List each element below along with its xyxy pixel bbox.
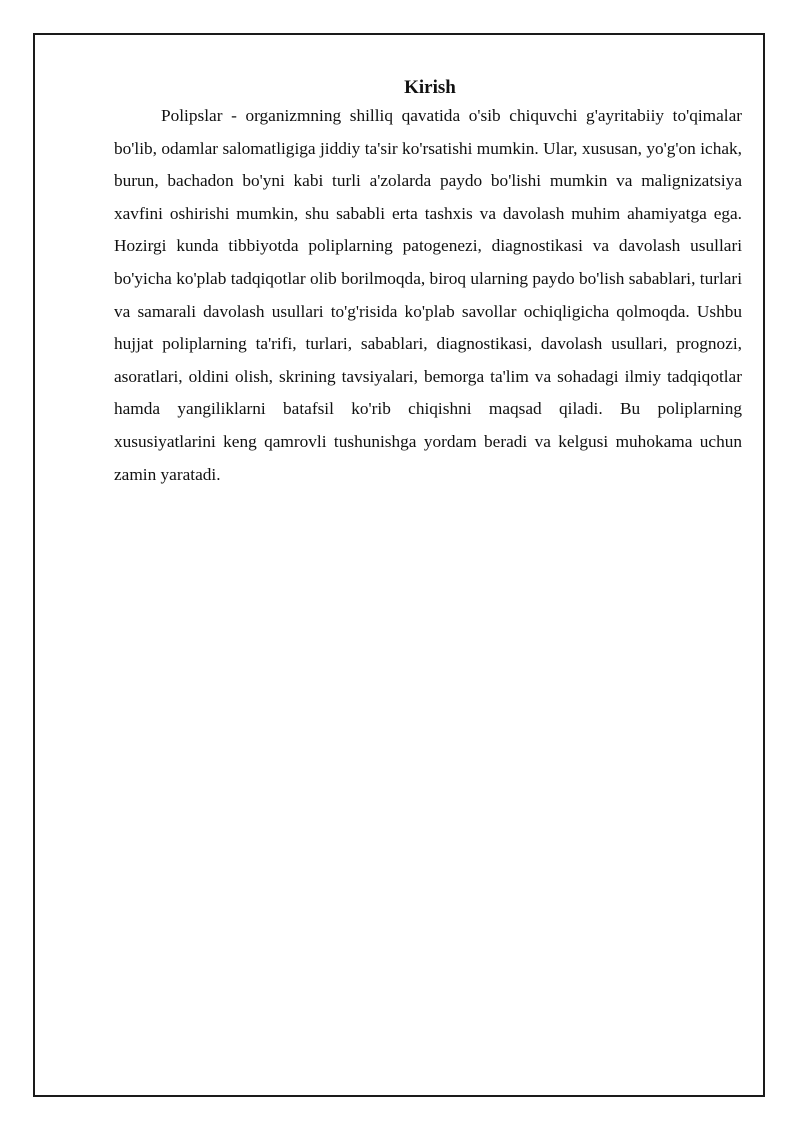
document-content (114, 76, 742, 491)
intro-paragraph: Polipslar - organizmning shilliq qavatida o'sib chiquvchi g'ayritabiiy to'qimalar bo'lib, odamlar salomatligiga jiddiy ta'sir ko'rsatishi mumkin. Ular, xususan, yo'g'on ichak, burun, bachadon bo'yni kabi turli a'zolarda paydo bo'lishi mumkin va malignizatsiya xavfini oshirishi mumkin, shu sababli erta tashxis va davolash muhim ahamiyatga ega. Hozirgi kunda tibbiyotda poliplarning patogenezi, diagnostikasi va davolash usullari bo'yicha ko'plab tadqiqotlar olib borilmoqda, biroq ularning paydo bo'lish sabablari, turlari va samarali davolash usullari to'g'risida ko'plab savollar ochiqligicha qolmoqda. Ushbu hujjat poliplarning ta'rifi, turlari, sabablari, diagnostikasi, davolash usullari, prognozi, asoratlari, oldini olish, skrining tavsiyalari, bemorga ta'lim va sohadagi ilmiy tadqiqotlar hamda yangiliklarni batafsil ko'rib chiqishni maqsad qiladi. Bu poliplarning xususiyatlarini keng qamrovli tushunishga yordam beradi va kelgusi muhokama uchun zamin yaratadi. (114, 106, 742, 484)
document-title: Kirish (404, 77, 456, 98)
